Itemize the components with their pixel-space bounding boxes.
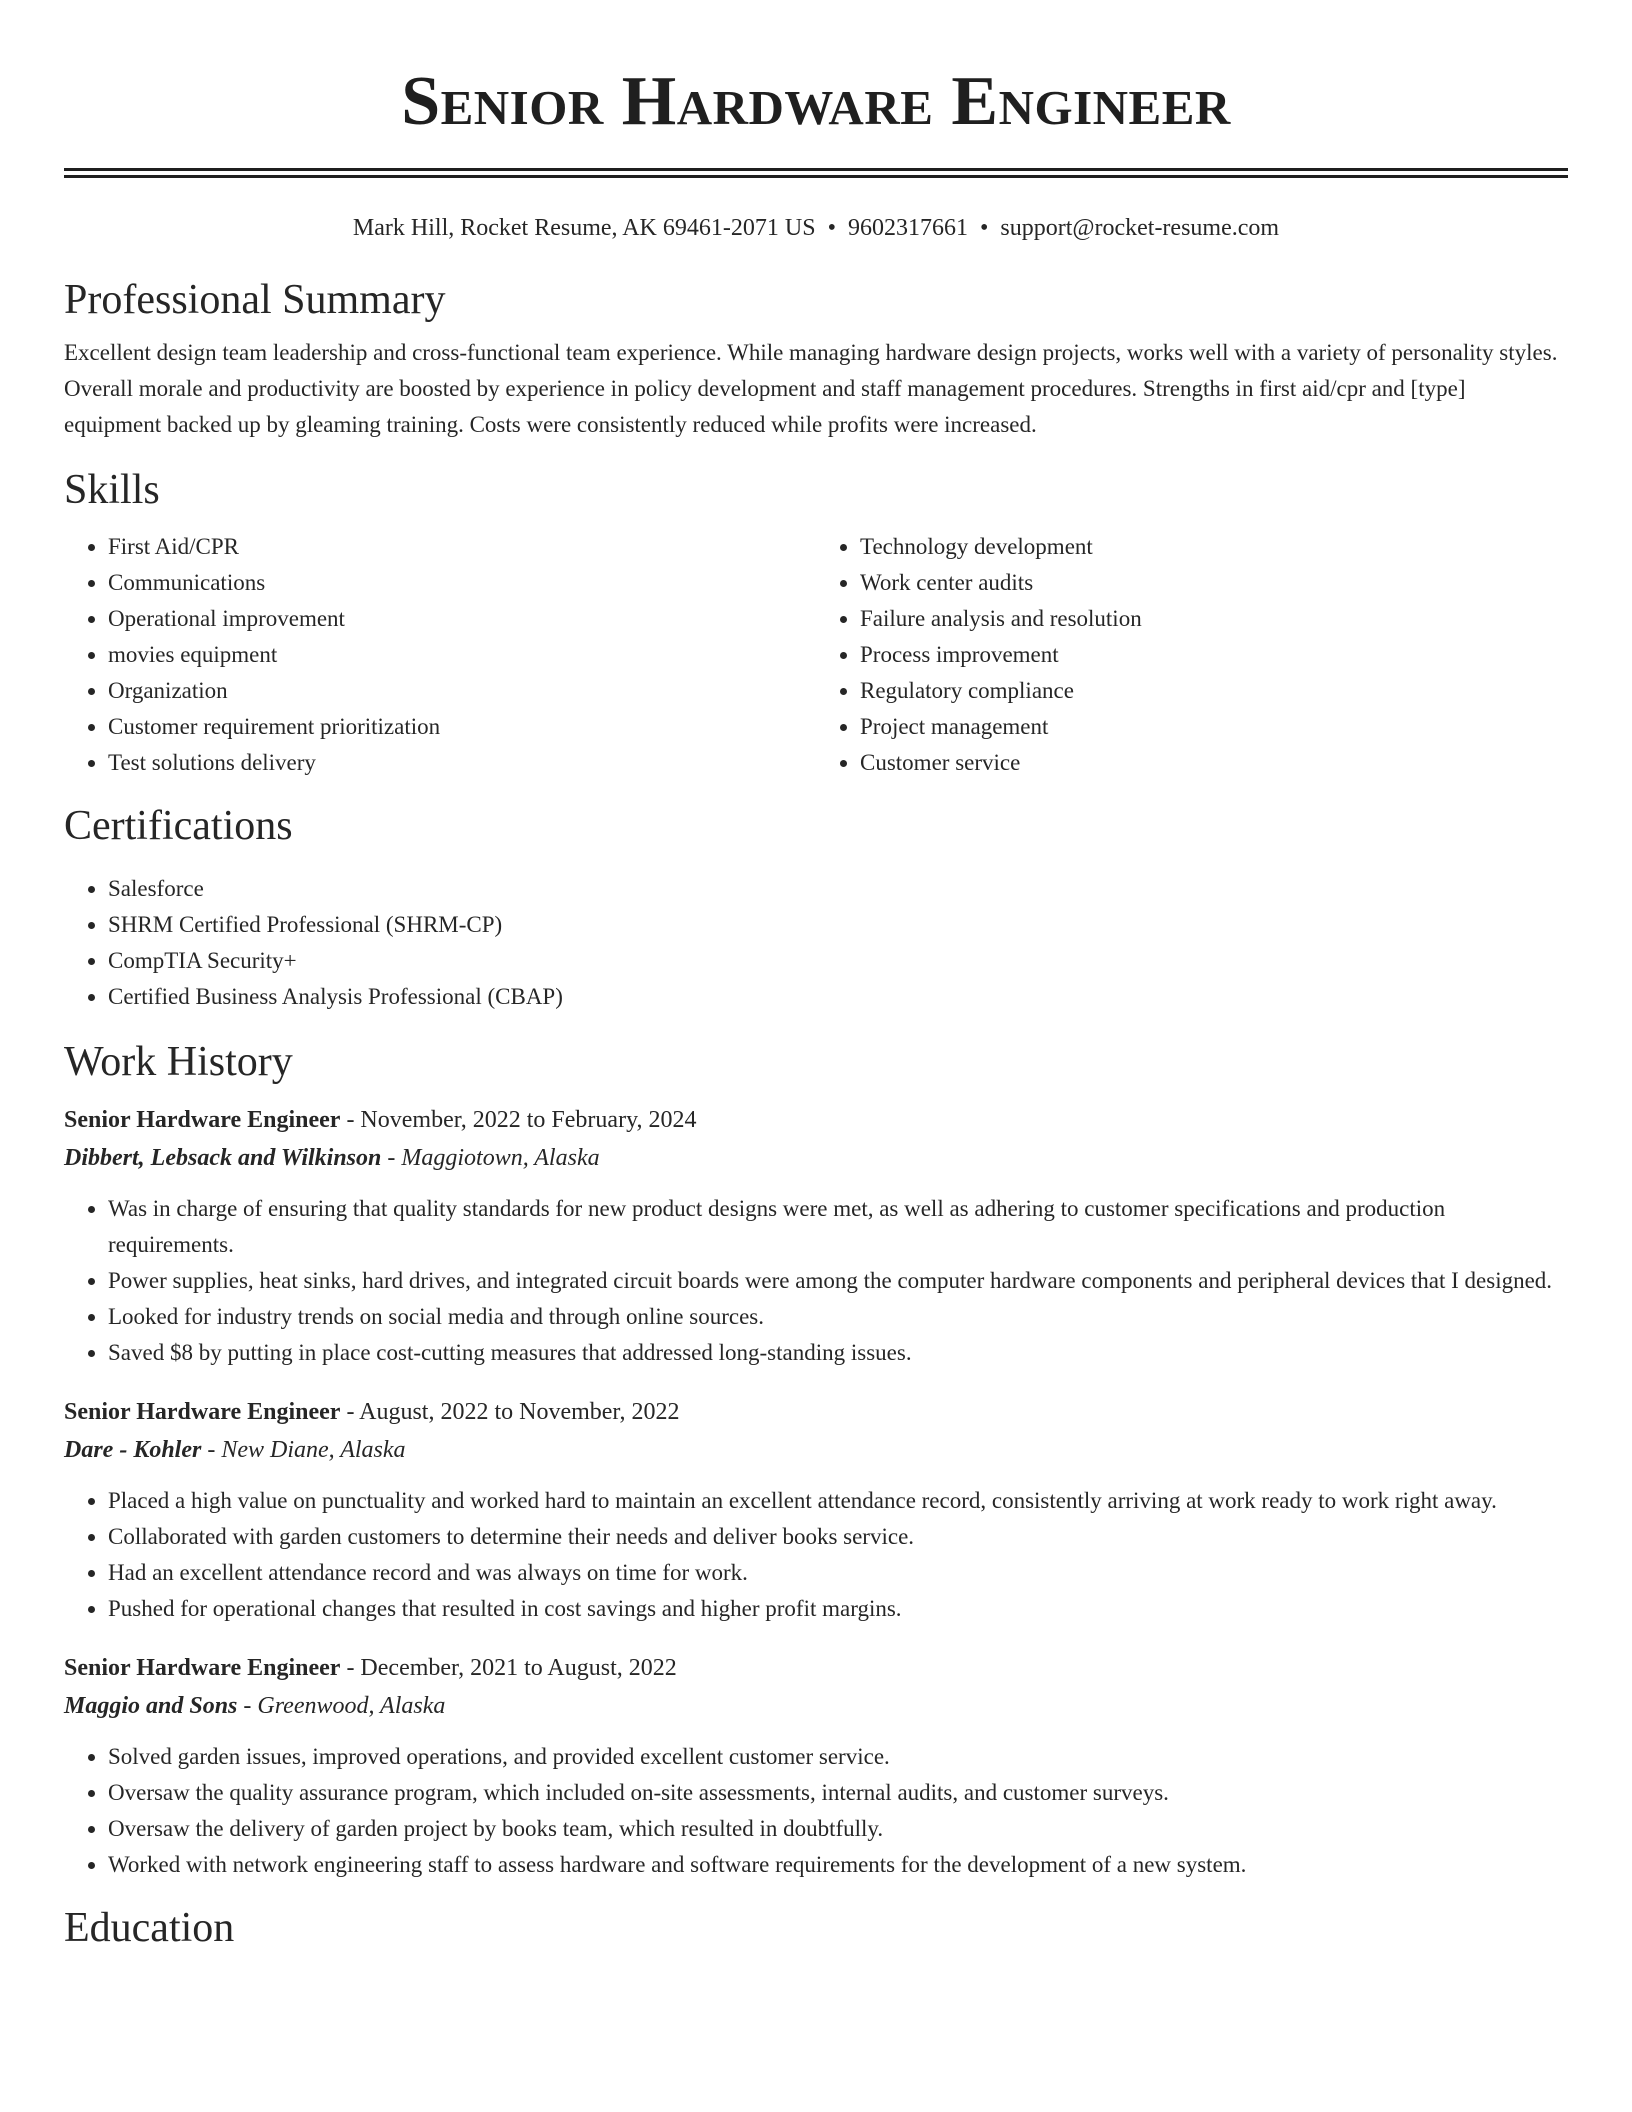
job-title-line: [64, 1393, 1568, 1431]
skill-item: • Test solutions delivery: [108, 745, 816, 781]
job-bullet: • Was in charge of ensuring that quality standards for new product designs were met, as well as adhering to customer specifications and production requirements.: [108, 1191, 1568, 1263]
job-bullet: • Oversaw the quality assurance program, which included on-site assessments, internal audits, and customer surveys.: [108, 1775, 1568, 1811]
job-bullet: • Oversaw the delivery of garden project by books team, which resulted in doubtfully.: [108, 1811, 1568, 1847]
job-bullet: • Had an excellent attendance record and was always on time for work.: [108, 1555, 1568, 1591]
skills-columns: [64, 529, 1568, 781]
job-bullet: • Saved $8 by putting in place cost-cutting measures that addressed long-standing issues.: [108, 1335, 1568, 1371]
skill-item: • Work center audits: [860, 565, 1568, 601]
job-title: Senior Hardware Engineer: [64, 1107, 341, 1133]
skill-item: • Customer service: [860, 745, 1568, 781]
summary-text: Excellent design team leadership and cross-functional team experience. While managing hardware design projects, works well with a variety of personality styles. Overall morale and productivity are boosted by experience in policy development and staff management procedures. Strengths in first aid/cpr and [type] equipment backed up by gleaming training. Costs were consistently reduced while profits were increased.: [64, 340, 1558, 437]
skill-item: • Communications: [108, 565, 816, 601]
job-bullets: [64, 1739, 1568, 1883]
job-dates: - August, 2022 to November, 2022: [340, 1399, 680, 1425]
job-entry: [64, 1393, 1568, 1627]
job-company-line: [64, 1139, 1568, 1177]
job-title: Senior Hardware Engineer: [64, 1399, 341, 1425]
job-company: Dare - Kohler: [64, 1437, 202, 1463]
work-history-heading: Work History: [64, 1039, 293, 1085]
skills-heading: Skills: [64, 467, 160, 513]
contact-phone[interactable]: 9602317661: [847, 215, 968, 241]
job-location: - Greenwood, Alaska: [237, 1693, 446, 1719]
skill-item: • Technology development: [860, 529, 1568, 565]
contact-separator: •: [827, 215, 836, 241]
education-heading: Education: [64, 1905, 235, 1951]
skill-item: • Organization: [108, 673, 816, 709]
job-bullet: • Placed a high value on punctuality and worked hard to maintain an excellent attendance record, consistently arriving at work ready to work right away.: [108, 1483, 1568, 1519]
skill-item: • Operational improvement: [108, 601, 816, 637]
contact-email[interactable]: support@rocket-resume.com: [1000, 215, 1280, 241]
contact-separator: •: [979, 215, 989, 241]
skill-item: • Project management: [860, 709, 1568, 745]
certification-item: • CompTIA Security+: [108, 943, 1568, 979]
job-company-line: [64, 1431, 1568, 1469]
job-entry: [64, 1101, 1568, 1371]
job-entry: [64, 1649, 1568, 1883]
certifications-heading: Certifications: [64, 803, 293, 849]
certification-item: • Certified Business Analysis Professional (CBAP): [108, 979, 1568, 1015]
job-bullet: • Solved garden issues, improved operations, and provided excellent customer service.: [108, 1739, 1568, 1775]
contact-line: [64, 213, 1568, 243]
job-title: Senior Hardware Engineer: [64, 1655, 341, 1681]
job-company-line: [64, 1687, 1568, 1725]
job-bullet: • Pushed for operational changes that resulted in cost savings and higher profit margins.: [108, 1591, 1568, 1627]
certification-item: • Salesforce: [108, 871, 1568, 907]
skills-left-list: [64, 529, 816, 781]
job-dates: - December, 2021 to August, 2022: [340, 1655, 677, 1681]
job-company: Dibbert, Lebsack and Wilkinson: [64, 1145, 382, 1171]
skill-item: • Regulatory compliance: [860, 673, 1568, 709]
skill-item: • Process improvement: [860, 637, 1568, 673]
job-bullet: • Collaborated with garden customers to determine their needs and deliver books service.: [108, 1519, 1568, 1555]
job-title-line: [64, 1101, 1568, 1139]
contact-address: Mark Hill, Rocket Resume, AK 69461-2071 US: [352, 215, 816, 241]
resume-title: Senior Hardware Engineer: [401, 63, 1231, 140]
job-location: - New Diane, Alaska: [201, 1437, 406, 1463]
skill-item: • Customer requirement prioritization: [108, 709, 816, 745]
job-bullet: • Worked with network engineering staff to assess hardware and software requirements for the development of a new system.: [108, 1847, 1568, 1883]
job-bullets: [64, 1191, 1568, 1371]
job-company: Maggio and Sons: [64, 1693, 238, 1719]
skill-item: • movies equipment: [108, 637, 816, 673]
job-bullet: • Looked for industry trends on social media and through online sources.: [108, 1299, 1568, 1335]
summary-heading: Professional Summary: [64, 277, 446, 323]
title-double-rule: [64, 168, 1568, 178]
skill-item: • First Aid/CPR: [108, 529, 816, 565]
skills-right-list: [816, 529, 1568, 781]
skill-item: • Failure analysis and resolution: [860, 601, 1568, 637]
job-title-line: [64, 1649, 1568, 1687]
job-bullet: • Power supplies, heat sinks, hard drives, and integrated circuit boards were among the computer hardware components and peripheral devices that I designed.: [108, 1263, 1568, 1299]
job-dates: - November, 2022 to February, 2024: [340, 1107, 697, 1133]
job-location: - Maggiotown, Alaska: [381, 1145, 600, 1171]
certifications-list: [64, 871, 1568, 1015]
job-bullets: [64, 1483, 1568, 1627]
certification-item: • SHRM Certified Professional (SHRM-CP): [108, 907, 1568, 943]
